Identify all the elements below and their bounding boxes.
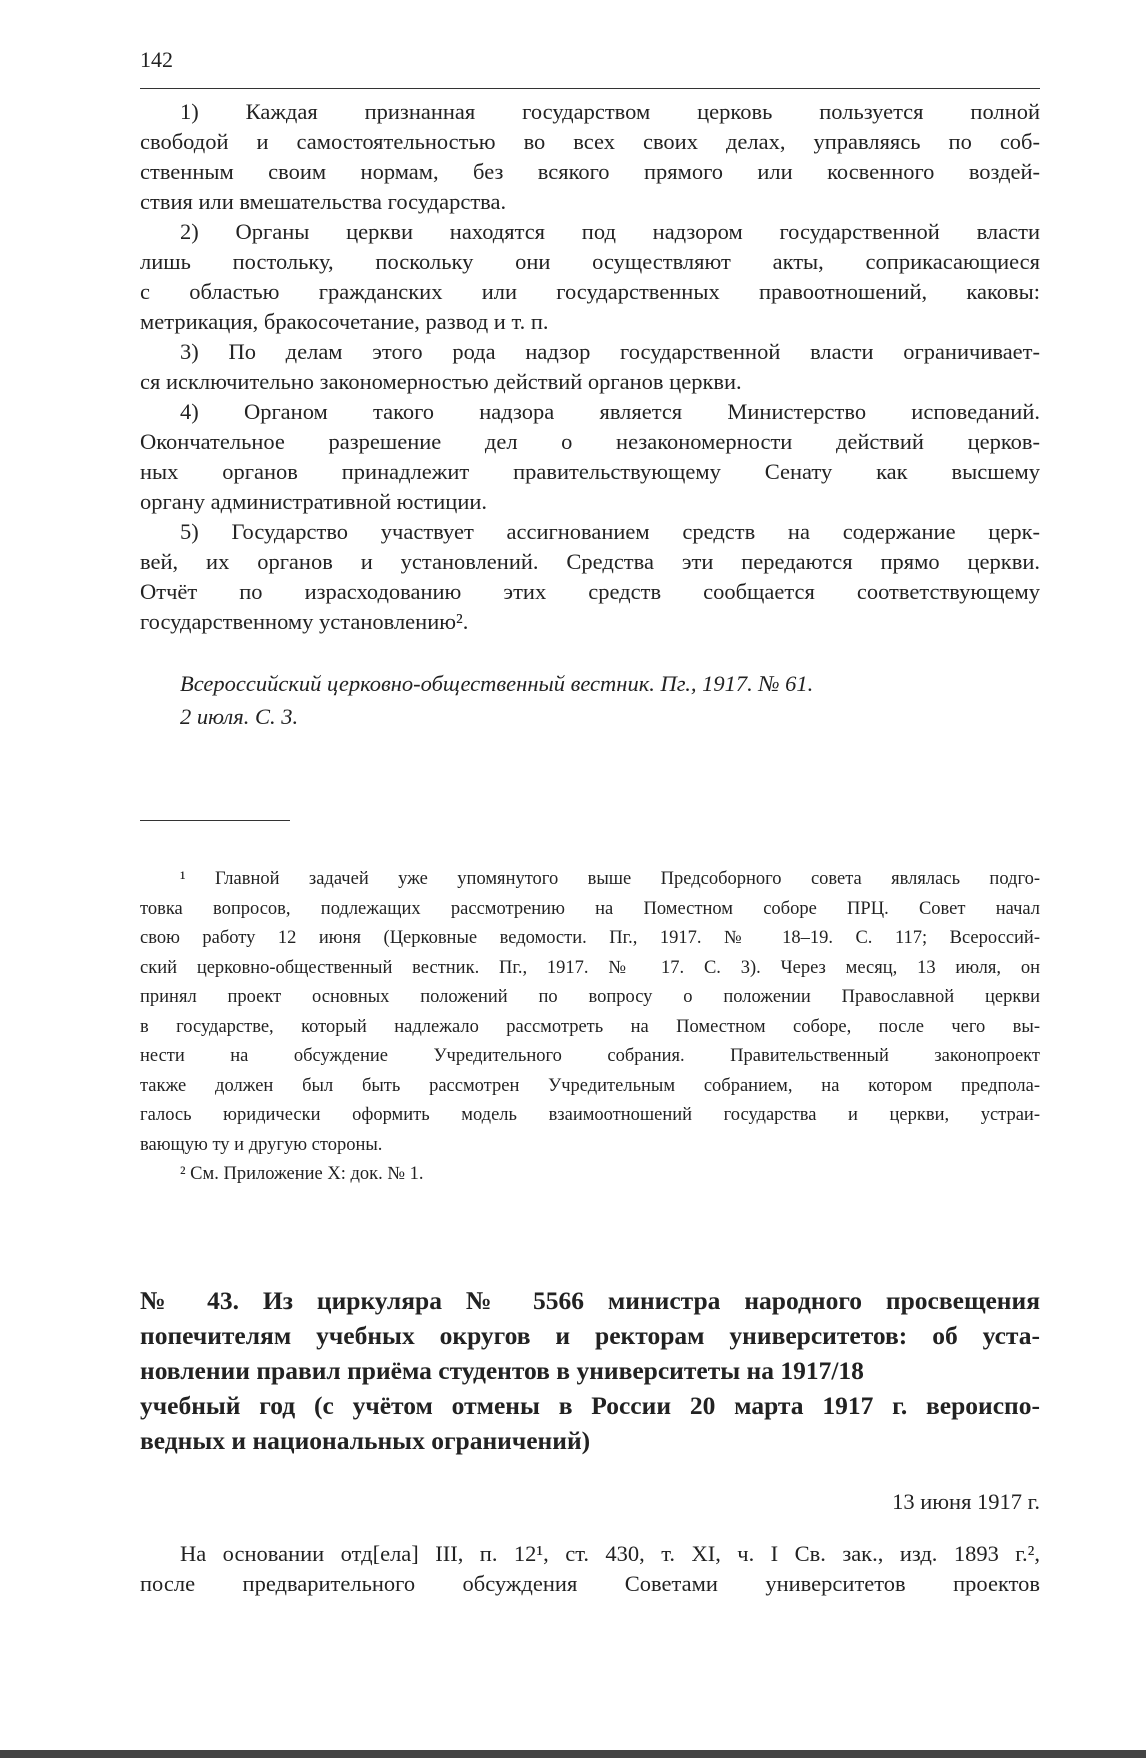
footnote-line: ¹ Главной задачей уже упомянутого выше Предсоборного совета являлась подго- <box>180 869 1040 889</box>
body-line: ных органов принадлежит правительствующему Сенату как высшему <box>140 459 1040 484</box>
document-heading-line: ведных и национальных ограничений) <box>140 1425 591 1455</box>
citation-line: Всероссийский церковно-общественный вестник. Пг., 1917. № 61. <box>180 671 814 696</box>
body-line: 5) Государство участвует ассигнованием средств на содержание церк- <box>180 519 1040 544</box>
body-line: ся исключительно закономерностью действий органов церкви. <box>140 369 742 394</box>
body-line: лишь постольку, поскольку они осуществляют акты, соприкасающиеся <box>140 249 1040 274</box>
body-paragraph <box>140 517 1040 637</box>
body-paragraph <box>140 337 1040 397</box>
body-paragraph <box>140 397 1040 517</box>
body-paragraph <box>140 217 1040 337</box>
footnote-line: ский церковно-общественный вестник. Пг., 1917. № 17. С. 3). Через месяц, 13 июля, он <box>140 957 1040 978</box>
footnote-paragraph <box>140 1160 1040 1190</box>
footnote-line: также должен был быть рассмотрен Учредительным собранием, на котором предпола- <box>140 1075 1040 1096</box>
footnote-rule <box>140 820 290 821</box>
footnotes <box>140 865 1040 1190</box>
document-body-paragraph <box>140 1539 1040 1599</box>
document-date: 13 июня 1917 г. <box>892 1488 1040 1514</box>
body-line: метрикация, бракосочетание, развод и т. п. <box>140 309 549 334</box>
body-line: 3) По делам этого рода надзор государственной власти ограничивает- <box>180 339 1040 364</box>
body-paragraph <box>140 97 1040 217</box>
body-line: с областью гражданских или государственных правоотношений, каковы: <box>140 279 1040 304</box>
page <box>140 0 1040 1599</box>
footnote-line: принял проект основных положений по вопросу о положении Православной церкви <box>140 987 1040 1007</box>
document-heading-line: новлении правил приёма студентов в университеты на 1917/18 <box>140 1355 864 1385</box>
body-line: ственным своим нормам, без всякого прямого или косвенного воздей- <box>140 159 1040 184</box>
footnote-line: товка вопросов, подлежащих рассмотрению на Поместном соборе ПРЦ. Совет начал <box>140 898 1040 919</box>
body-line: вей, их органов и установлений. Средства эти передаются прямо церкви. <box>140 549 1040 574</box>
document-heading-line: учебный год (с учётом отмены в России 20 марта 1917 г. вероиспо- <box>140 1390 1040 1420</box>
document-heading-line: попечителям учебных округов и ректорам университетов: об уста- <box>140 1320 1040 1350</box>
document-body-line: На основании отд[ела] III, п. 12¹, ст. 430, т. XI, ч. I Св. зак., изд. 1893 г.², <box>180 1540 1040 1566</box>
document-heading <box>140 1283 1040 1458</box>
footnote-line: ² См. Приложение X: док. № 1. <box>180 1164 424 1184</box>
footnote-paragraph <box>140 865 1040 1160</box>
body-line: органу административной юстиции. <box>140 489 488 514</box>
body-line: 4) Органом такого надзора является Министерство исповеданий. <box>180 399 1040 424</box>
body-line: свободой и самостоятельностью во всех своих делах, управляясь по соб- <box>140 129 1040 154</box>
footnote-line: нести на обсуждение Учредительного собрания. Правительственный законопроект <box>140 1046 1040 1066</box>
document-body <box>140 1539 1040 1599</box>
body-line: ствия или вмешательства государства. <box>140 189 507 214</box>
body-line: государственному установлению². <box>140 609 469 634</box>
body-text <box>140 97 1040 637</box>
document-body-line: после предварительного обсуждения Советами университетов проектов <box>140 1570 1040 1596</box>
source-citation <box>140 667 1040 733</box>
header-rule <box>140 88 1040 89</box>
footnote-line: в государстве, который надлежало рассмотреть на Поместном соборе, после чего вы- <box>140 1016 1040 1037</box>
body-line: 2) Органы церкви находятся под надзором государственной власти <box>180 219 1040 244</box>
body-line: Окончательное разрешение дел о незакономерности действий церков- <box>140 429 1040 454</box>
footnote-line: свою работу 12 июня (Церковные ведомости. Пг., 1917. № 18–19. С. 117; Всероссий- <box>140 928 1040 948</box>
citation-line: 2 июля. С. 3. <box>180 704 299 729</box>
document-heading-line: № 43. Из циркуляра № 5566 министра народного просвещения <box>140 1285 1040 1315</box>
body-line: Отчёт по израсходованию этих средств сообщается соответствующему <box>140 579 1040 604</box>
footnote-line: вающую ту и другую стороны. <box>140 1134 383 1155</box>
footnote-line: галось юридически оформить модель взаимоотношений государства и церкви, устраи- <box>140 1105 1040 1125</box>
page-number: 142 <box>140 47 173 72</box>
page-edge <box>0 1750 1146 1758</box>
body-line: 1) Каждая признанная государством церковь пользуется полной <box>180 99 1040 124</box>
